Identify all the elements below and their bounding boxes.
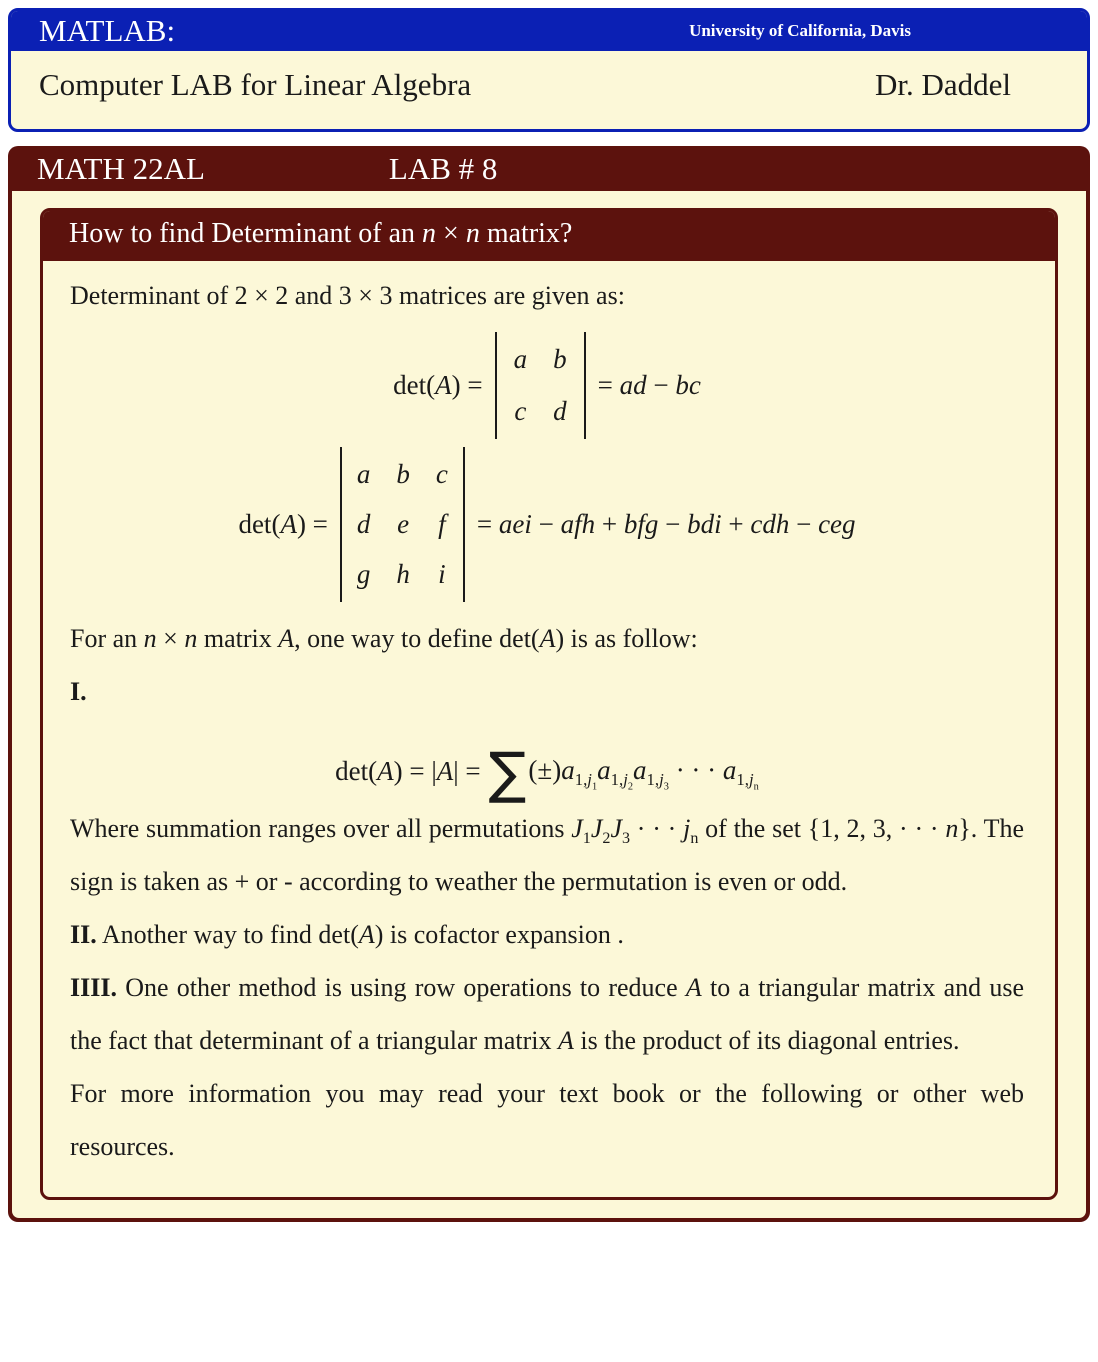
- matrix-entry: g: [356, 559, 371, 590]
- matrix-entry: a: [513, 344, 528, 375]
- matrix-entry: e: [397, 509, 410, 540]
- matrix-entry: c: [435, 459, 448, 490]
- header-body: [11, 51, 1087, 129]
- intro-text: Determinant of 2 × 2 and 3 × 3 matrices are given as:: [70, 281, 625, 310]
- equation-lhs: det(A) =: [393, 370, 483, 401]
- matrix-entry: c: [514, 396, 527, 427]
- equation-lhs: det(A) =: [238, 509, 328, 540]
- definition-intro-text: For an n × n matrix A, one way to define det(A) is as follow:: [70, 624, 698, 654]
- lab-card: [8, 146, 1090, 1222]
- course-title: Computer LAB for Linear Algebra: [39, 67, 472, 102]
- equation-det-2x2: [70, 332, 1024, 439]
- header-blue-band: [11, 11, 1087, 51]
- equation-rhs: = aei − afh + bfg − bdi + cdh − ceg: [476, 509, 856, 540]
- lab-banner: [12, 146, 1086, 191]
- equation-rhs: = ad − bc: [597, 370, 701, 401]
- matrix-entry: a: [356, 459, 371, 490]
- item-one-marker: I.: [70, 677, 87, 707]
- equation-lhs: det(A) = |A| =: [335, 755, 481, 786]
- matrix-3x3: [340, 447, 465, 602]
- lab-card-body: [12, 191, 1086, 1218]
- item-one-label: [70, 665, 1024, 718]
- header-card: [8, 8, 1090, 132]
- section-card: [40, 208, 1058, 1200]
- matrix-entry: b: [553, 344, 567, 375]
- method-four-text: IIII. One other method is using row operations to reduce A to a triangular matrix and use the fact that determinant of a triangular matrix A is the product of its diagonal entries.: [70, 972, 1024, 1055]
- equation-det-3x3: [70, 447, 1024, 602]
- more-info-text: For more information you may read your text book or the following or other web resources.: [70, 1078, 1024, 1162]
- equation-permutation-sum: det(A) = |A| = ∑ $(\pm)a_{1,j_1}a_{1,j_2}a_{1,j_3}$ · · · $a_{1,j_n}$: [335, 740, 759, 806]
- course-code: MATH 22AL: [37, 150, 205, 186]
- method-two-text: II. Another way to find det(A) is cofactor expansion .: [70, 919, 624, 949]
- section-title: How to find Determinant of an n × n matrix?: [43, 211, 1055, 261]
- university-name: University of California, Davis: [689, 21, 911, 40]
- section-body: [43, 261, 1055, 1197]
- instructor-name: Dr. Daddel: [874, 67, 1011, 102]
- equation-rhs: $(\pm)a_{1,j_1}a_{1,j_2}a_{1,j_3}$ · · · $a_{1,j_n}$: [528, 755, 759, 793]
- matrix-2x2: [495, 332, 586, 439]
- matrix-entry: h: [396, 559, 410, 590]
- app-title: MATLAB:: [39, 13, 176, 48]
- matrix-entry: b: [396, 459, 410, 490]
- matrix-entry: d: [553, 396, 567, 427]
- matrix-entry: f: [438, 509, 446, 540]
- matrix-entry: i: [438, 559, 446, 590]
- lab-number: LAB # 8: [388, 150, 498, 186]
- matrix-entry: d: [356, 509, 371, 540]
- permutation-explanation-text: Where summation ranges over all permutations $J_1J_2J_3$ · · · $j_n$ of the set {1, 2, 3, · · · n}. The sign is taken as + or - according to weather the permutation is even or odd.: [70, 813, 1025, 896]
